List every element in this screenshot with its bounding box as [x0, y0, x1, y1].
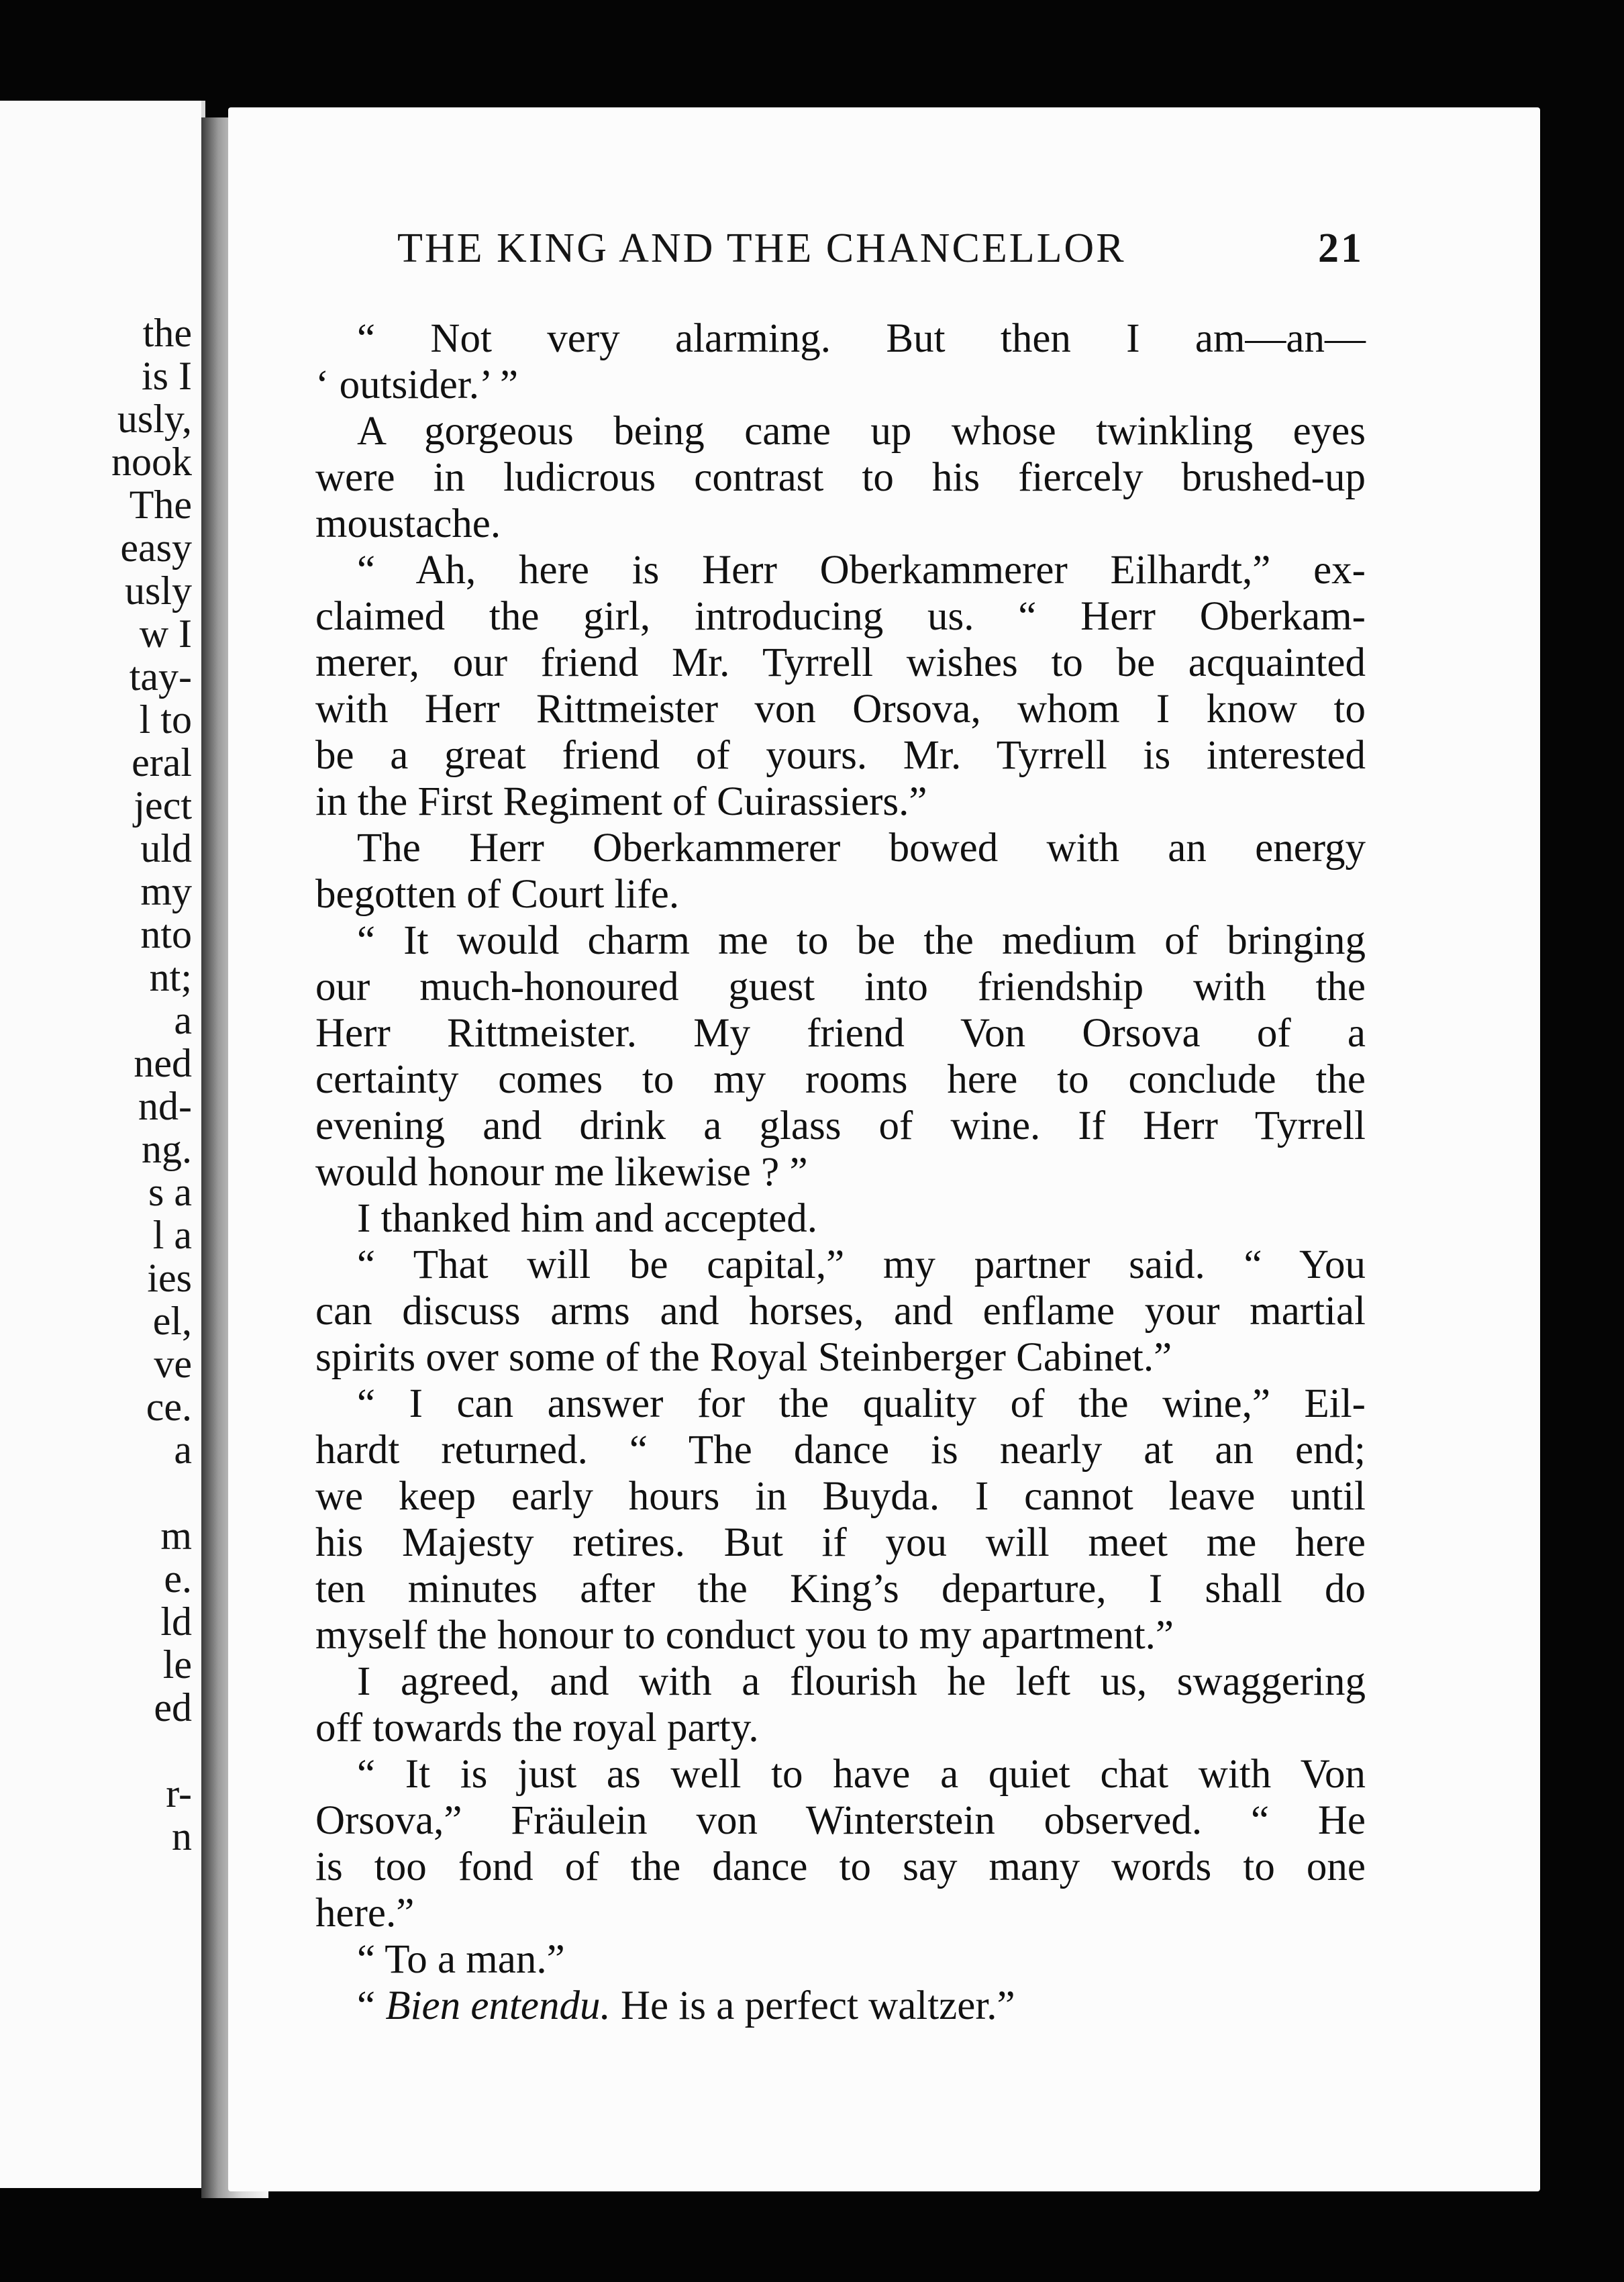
text-line: spirits over some of the Royal Steinberger Cabinet.” — [315, 1335, 1172, 1380]
facing-page-text-fragment: l to — [139, 697, 192, 742]
facing-page-text-fragment: tay- — [129, 654, 192, 699]
text-line: myself the honour to conduct you to my apartment.” — [315, 1613, 1174, 1658]
text-line: “ It would charm me to be the medium of bringing — [357, 918, 1366, 963]
text-line: with Herr Rittmeister von Orsova, whom I know to — [315, 687, 1366, 732]
facing-page-text-fragment: a — [174, 1428, 192, 1472]
facing-page-text-fragment: usly, — [117, 397, 192, 441]
facing-page-text-fragment: The — [129, 483, 192, 527]
text-line: evening and drink a glass of wine. If Herr Tyrrell — [315, 1103, 1366, 1148]
text-line: “ I can answer for the quality of the wine,” Eil- — [357, 1381, 1366, 1426]
facing-page-text-fragment: ld — [160, 1599, 192, 1644]
page-number: 21 — [1318, 226, 1364, 271]
facing-page-text-fragment: easy — [120, 526, 192, 570]
text-line: would honour me likewise ? ” — [315, 1150, 808, 1195]
facing-page-text-fragment: el, — [152, 1299, 192, 1343]
facing-page-left — [0, 101, 205, 2188]
text-line: hardt returned. “ The dance is nearly at an end; — [315, 1428, 1366, 1473]
facing-page-text-fragment: usly — [124, 568, 192, 613]
text-line: certainty comes to my rooms here to conclude the — [315, 1057, 1366, 1102]
facing-page-text-fragment: nook — [111, 440, 192, 484]
facing-page-text-fragment: m — [160, 1514, 192, 1558]
text-line: moustache. — [315, 501, 501, 546]
text-line: his Majesty retires. But if you will meet me here — [315, 1520, 1366, 1565]
text-line: ten minutes after the King’s departure, I shall do — [315, 1567, 1366, 1611]
text-line: “ To a man.” — [357, 1937, 565, 1982]
facing-page-text-fragment: ed — [154, 1685, 192, 1730]
facing-page-text-fragment: eral — [132, 740, 192, 785]
text-line: here.” — [315, 1891, 415, 1936]
text-line: “ That will be capital,” my partner said. “ You — [357, 1242, 1366, 1287]
text-line: “ It is just as well to have a quiet chat with Von — [357, 1752, 1366, 1797]
facing-page-text-fragment: nt; — [149, 955, 192, 999]
facing-page-text-fragment: le — [162, 1642, 192, 1687]
text-line: off towards the royal party. — [315, 1705, 759, 1750]
running-head-title: THE KING AND THE CHANCELLOR — [397, 226, 1126, 271]
text-line: The Herr Oberkammerer bowed with an energy — [357, 826, 1366, 871]
facing-page-text-fragment: w I — [139, 611, 192, 656]
facing-page-text-fragment: the — [142, 311, 192, 355]
facing-page-text-fragment: ve — [154, 1342, 192, 1386]
facing-page-text-fragment: l a — [152, 1213, 192, 1257]
facing-page-text-fragment: ned — [134, 1041, 192, 1085]
facing-page-text-fragment: my — [140, 869, 192, 913]
text-line: “ Not very alarming. But then I am—an— — [357, 316, 1366, 361]
text-line: is too fond of the dance to say many words to one — [315, 1844, 1366, 1889]
text-line: begotten of Court life. — [315, 872, 680, 917]
text-line: Orsova,” Fräulein von Winterstein observed. “ He — [315, 1798, 1366, 1843]
facing-page-text-fragment: nd- — [138, 1084, 192, 1128]
text-line: our much-honoured guest into friendship with the — [315, 964, 1366, 1009]
facing-page-text-fragment: ng. — [142, 1127, 192, 1171]
text-line: be a great friend of yours. Mr. Tyrrell is interested — [315, 733, 1366, 778]
facing-page-text-fragment: a — [174, 998, 192, 1042]
facing-page-text-fragment: ject — [134, 783, 192, 828]
final-line-rest: He is a perfect waltzer.” — [610, 1983, 1015, 2028]
text-line: we keep early hours in Buyda. I cannot leave until — [315, 1474, 1366, 1519]
facing-page-text-fragment: uld — [140, 826, 192, 871]
text-line: A gorgeous being came up whose twinkling eyes — [357, 409, 1366, 454]
running-head — [397, 225, 1364, 285]
facing-page-text-fragment: e. — [164, 1556, 192, 1601]
facing-page-text-fragment: s a — [148, 1170, 192, 1214]
facing-page-text-fragment: nto — [140, 912, 192, 956]
facing-page-text-fragment: r- — [166, 1771, 192, 1816]
text-line: I agreed, and with a flourish he left us, swaggering — [357, 1659, 1366, 1704]
text-line: claimed the girl, introducing us. “ Herr Oberkam- — [315, 594, 1366, 639]
facing-page-text-fragment: is I — [142, 354, 192, 398]
text-line: “ Ah, here is Herr Oberkammerer Eilhardt,” ex- — [357, 548, 1366, 593]
final-line-open-quote: “ — [357, 1983, 386, 2028]
page-body-text — [315, 315, 1366, 2029]
italic-phrase: Bien entendu. — [385, 1983, 611, 2028]
text-line: in the First Regiment of Cuirassiers.” — [315, 779, 927, 824]
text-line: ‘ outsider.’ ” — [315, 362, 519, 407]
text-line: can discuss arms and horses, and enflame your martial — [315, 1289, 1366, 1334]
text-line: were in ludicrous contrast to his fiercely brushed-up — [315, 455, 1366, 500]
text-line: Herr Rittmeister. My friend Von Orsova of a — [315, 1011, 1366, 1056]
facing-page-text-fragment: n — [172, 1814, 192, 1858]
text-line: merer, our friend Mr. Tyrrell wishes to be acquainted — [315, 640, 1366, 685]
facing-page-text-fragment: ce. — [146, 1385, 192, 1429]
text-line: I thanked him and accepted. — [357, 1196, 817, 1241]
text-line-final — [315, 1983, 1366, 2029]
facing-page-text-fragment: ies — [147, 1256, 192, 1300]
